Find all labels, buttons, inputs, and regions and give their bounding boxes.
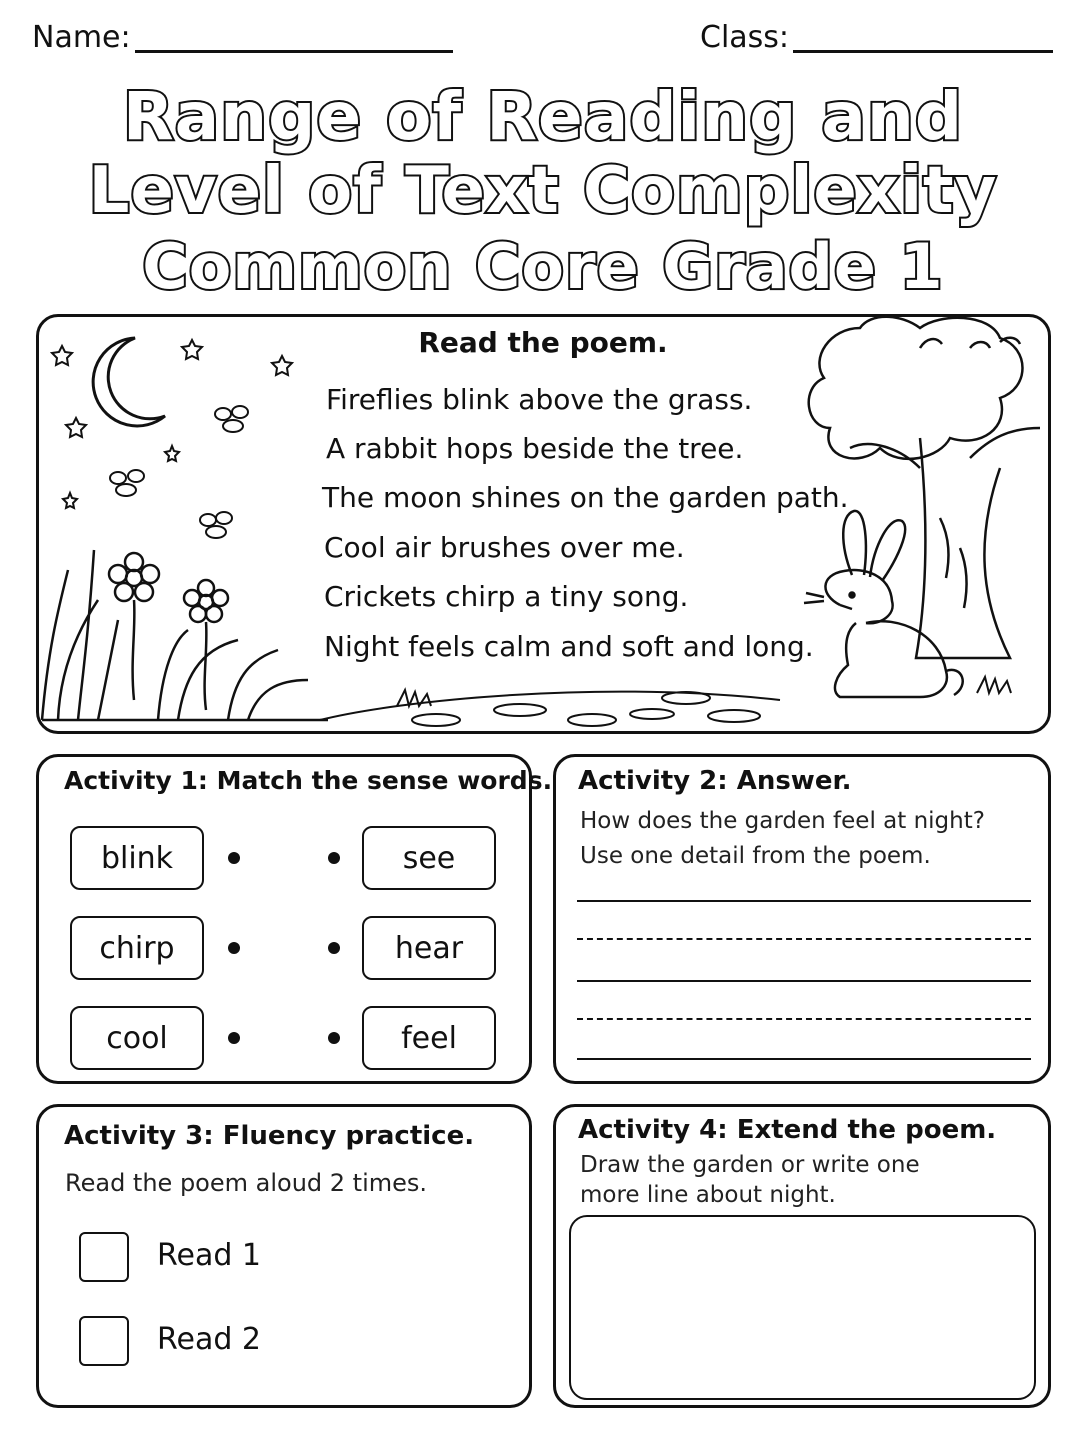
- name-line[interactable]: [135, 50, 453, 53]
- word-box-see[interactable]: see: [362, 826, 496, 890]
- title-line-2: Level of Text Complexity: [88, 154, 998, 228]
- answer-guide-line: [577, 938, 1031, 940]
- poem-line: A rabbit hops beside the tree.: [326, 432, 744, 465]
- word-box-chirp[interactable]: chirp: [70, 916, 204, 980]
- word-box-cool[interactable]: cool: [70, 1006, 204, 1070]
- match-dot[interactable]: [228, 1032, 240, 1044]
- match-dot[interactable]: [328, 852, 340, 864]
- rabbit-illustration: [800, 505, 970, 705]
- match-dot[interactable]: [228, 852, 240, 864]
- poem-line: Fireflies blink above the grass.: [326, 383, 753, 416]
- activity-4-title: Activity 4: Extend the poem.: [578, 1115, 997, 1145]
- grass-tuft-icon: [395, 688, 435, 708]
- name-label: Name:: [32, 20, 131, 55]
- class-line[interactable]: [793, 50, 1053, 53]
- activity-1-title: Activity 1: Match the sense words.: [64, 766, 553, 795]
- activity-4-prompt-line-1: Draw the garden or write one: [580, 1152, 920, 1178]
- class-label: Class:: [700, 20, 790, 55]
- answer-guide-line: [577, 1018, 1031, 1020]
- activity-3-instruction: Read the poem aloud 2 times.: [65, 1169, 428, 1197]
- activity-2-title: Activity 2: Answer.: [578, 766, 852, 796]
- title-line-1: Range of Reading and: [122, 78, 964, 155]
- word-box-blink[interactable]: blink: [70, 826, 204, 890]
- match-dot[interactable]: [228, 942, 240, 954]
- grass-icon: [42, 550, 328, 720]
- word-box-feel[interactable]: feel: [362, 1006, 496, 1070]
- poem-line: Cool air brushes over me.: [324, 531, 685, 564]
- star-icons: [52, 340, 292, 508]
- grass-tuft-icon: [975, 675, 1015, 695]
- word-box-hear[interactable]: hear: [362, 916, 496, 980]
- activity-4-prompt-line-2: more line about night.: [580, 1182, 836, 1208]
- activity-3-title: Activity 3: Fluency practice.: [64, 1121, 475, 1151]
- answer-line[interactable]: [577, 900, 1031, 902]
- match-dot[interactable]: [328, 942, 340, 954]
- garden-path-illustration: [300, 670, 800, 730]
- read-2-label: Read 2: [157, 1322, 262, 1357]
- read-1-checkbox[interactable]: [79, 1232, 129, 1282]
- grass-and-flowers-illustration: [38, 530, 338, 730]
- activity-2-prompt-line-2: Use one detail from the poem.: [580, 843, 931, 869]
- poem-line: Night feels calm and soft and long.: [324, 630, 814, 663]
- poem-line: Crickets chirp a tiny song.: [324, 580, 689, 613]
- read-2-checkbox[interactable]: [79, 1316, 129, 1366]
- drawing-area[interactable]: [569, 1215, 1036, 1400]
- answer-line[interactable]: [577, 980, 1031, 982]
- poem-line: The moon shines on the garden path.: [322, 481, 849, 514]
- activity-2-box: [553, 754, 1051, 1084]
- read-1-label: Read 1: [157, 1238, 262, 1273]
- poem-heading: Read the poem.: [418, 326, 668, 359]
- activity-2-prompt-line-1: How does the garden feel at night?: [580, 808, 985, 834]
- title-line-3: Common Core Grade 1: [142, 230, 944, 303]
- answer-line[interactable]: [577, 1058, 1031, 1060]
- match-dot[interactable]: [328, 1032, 340, 1044]
